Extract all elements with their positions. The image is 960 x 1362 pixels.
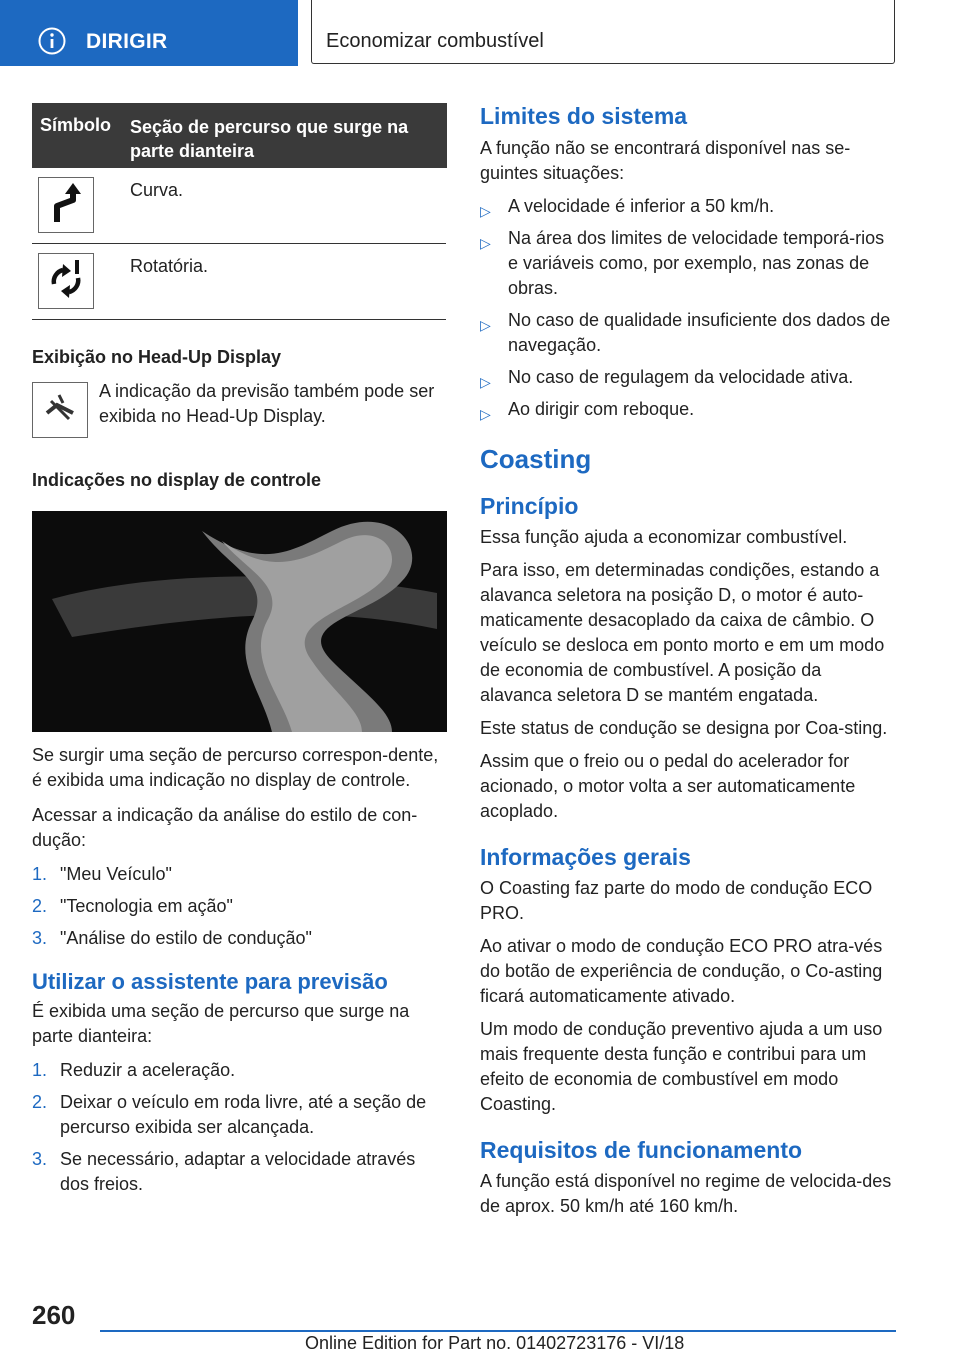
list-item: 2. Deixar o veículo em roda livre, até a seção de percurso exibida ser alcançada. [32, 1092, 427, 1137]
limits-heading: Limites do sistema [480, 103, 688, 129]
assist-steps-list [32, 1058, 447, 1197]
assist-heading: Utilizar o assistente para previsão [32, 969, 388, 994]
limits-list [480, 194, 898, 422]
list-item: ▷ No caso de qualidade insuficiente dos dados de navegação. [480, 310, 891, 355]
control-display-image [32, 511, 447, 732]
requirements-heading: Requisitos de funcionamento [480, 1137, 803, 1163]
hud-warning-icon [32, 382, 88, 438]
list-item: ▷ Ao dirigir com reboque. [480, 399, 695, 422]
footer-edition: Online Edition for Part no. 01402723176 - VI/18 [305, 1333, 685, 1353]
hud-heading: Exibição no Head-Up Display [32, 347, 282, 367]
menu-steps-list [32, 862, 447, 951]
requirements-para: A função está disponível no regime de velocida-des de aprox. 50 km/h até 160 km/h. [480, 1171, 892, 1216]
table-row [32, 168, 446, 244]
list-item: 1. "Meu Veículo" [32, 864, 172, 884]
display-para-2: Acessar a indicação da análise do estilo de con-dução: [32, 805, 418, 850]
row-label: Curva. [130, 180, 184, 200]
table-header-section: Seção de percurso que surge na parte dianteira [130, 117, 409, 161]
list-item: 3. Se necessário, adaptar a velocidade através dos freios. [32, 1149, 416, 1194]
display-heading: Indicações no display de controle [32, 470, 322, 490]
hud-text: A indicação da previsão também pode ser exibida no Head-Up Display. [99, 381, 435, 426]
general-para-1: O Coasting faz parte do modo de condução ECO PRO. [480, 878, 873, 923]
principle-para-2: Para isso, em determinadas condições, estando a alavanca seletora na posição D, o motor é auto-maticamente desacoplado da caixa de câmbio. O veículo se desloca em ponto morto e em um modo de economia de combustível. A posição da alavanca seletora D se mantém engatada. [480, 560, 885, 705]
list-item: ▷ Na área dos limites de velocidade temporá-rios e variáveis como, por exemplo, nas zonas de obras. [480, 228, 885, 298]
page-title: Economizar combustível [326, 30, 544, 52]
row-label: Rotatória. [130, 256, 209, 276]
list-item: 3. "Análise do estilo de condução" [32, 928, 312, 948]
table-header-symbol: Símbolo [40, 115, 111, 135]
page-number: 260 [32, 1300, 76, 1330]
limits-intro: A função não se encontrará disponível nas se-guintes situações: [480, 138, 851, 183]
principle-para-1: Essa função ajuda a economizar combustível. [480, 527, 848, 547]
page-title-box [311, 0, 895, 64]
footer-divider [100, 1330, 896, 1332]
left-column [32, 103, 447, 1194]
right-column [480, 103, 898, 1219]
section-tab [0, 0, 298, 66]
principle-para-3: Este status de condução se designa por Coa-sting. [480, 718, 888, 738]
info-icon [38, 27, 66, 55]
coasting-heading: Coasting [480, 444, 592, 474]
roundabout-icon [38, 253, 94, 309]
section-name: DIRIGIR [86, 30, 168, 53]
principle-heading: Princípio [480, 493, 579, 519]
list-item: 1. Reduzir a aceleração. [32, 1060, 236, 1080]
principle-para-4: Assim que o freio ou o pedal do acelerador for acionado, o motor volta a ser automaticamente acoplado. [480, 751, 856, 821]
general-para-2: Ao ativar o modo de condução ECO PRO atra-vés do botão de experiência de condução, o Co-asting ficará automaticamente ativado. [480, 936, 883, 1006]
symbol-table-header [32, 103, 447, 168]
display-para-1: Se surgir uma seção de percurso correspon-dente, é exibida uma indicação no display de controle. [32, 745, 439, 790]
table-row [32, 244, 446, 320]
general-heading: Informações gerais [480, 844, 691, 870]
assist-intro: É exibida uma seção de percurso que surge na parte dianteira: [32, 1001, 410, 1046]
list-item: ▷ A velocidade é inferior a 50 km/h. [480, 196, 775, 219]
curve-arrow-icon [38, 177, 94, 233]
list-item: ▷ No caso de regulagem da velocidade ativa. [480, 367, 854, 390]
general-para-3: Um modo de condução preventivo ajuda a um uso mais frequente desta função e contribui para um efeito de economia de combustível em modo Coasting. [480, 1019, 883, 1114]
list-item: 2. "Tecnologia em ação" [32, 896, 233, 916]
